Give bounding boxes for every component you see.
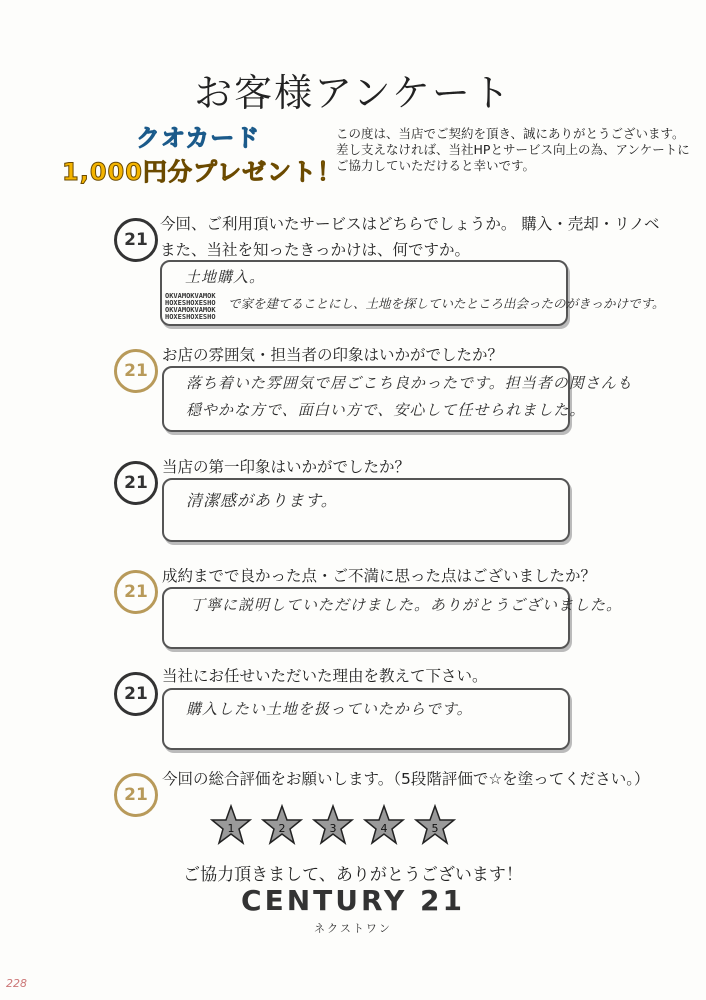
question-1-line-1: 今回、ご利用頂いたサービスはどちらでしょうか。 購入・売却・リノベ [160,215,660,233]
star-4-icon[interactable] [363,804,405,846]
page-number: 228 [6,977,27,990]
star-3-icon[interactable] [312,804,354,846]
star-3-label: 3 [329,822,337,835]
brand-subtitle: ネクストワン [314,922,392,935]
promo-line-2: 1,000円分プレゼント！ [62,158,342,186]
question-4: 成約までで良かった点・ご不満に思った点はございましたか？ [162,567,597,585]
star-1-label: 1 [227,822,235,835]
intro-text [336,126,690,174]
star-2-icon[interactable] [261,804,303,846]
century21-badge-icon: 21 [114,570,158,614]
rating-stars [210,804,460,848]
star-1-icon[interactable] [210,804,252,846]
brand-logo: CENTURY 21 [241,884,465,917]
intro-line: この度は、当店でご契約を頂き、誠にありがとうございます。 [336,126,685,141]
answer-1-line-2: で家を建てることにし、土地を探していたところ出会ったのがきっかけです。 [228,296,665,311]
answer-4: 丁寧に説明していただけました。ありがとうございました。 [190,596,623,614]
star-4-label: 4 [380,822,388,835]
answer-1-line-1: 土地購入。 [185,268,266,286]
promo-line-1: クオカード [136,124,261,152]
stamp-image: OKVAMOKVAMOK HOXESHOXESHO OKVAMOKVAMOK HOXESHOXESHO [165,293,216,321]
answer-3: 清潔感があります。 [186,491,338,510]
century21-badge-icon: 21 [114,461,158,505]
intro-line: ご協力していただけると幸いです。 [336,158,536,173]
question-6: 今回の総合評価をお願いします。（5段階評価で☆を塗ってください。） [162,770,650,788]
answer-5: 購入したい土地を扱っていたからです。 [186,700,473,718]
century21-badge-icon: 21 [114,773,158,817]
question-5: 当社にお任せいただいた理由を教えて下さい。 [162,667,488,685]
star-2-label: 2 [278,822,286,835]
star-5-icon[interactable] [414,804,456,846]
question-3: 当店の第一印象はいかがでしたか？ [162,458,411,476]
question-2: お店の雰囲気・担当者の印象はいかがでしたか？ [162,346,504,364]
page-title: お客様アンケート [194,71,512,115]
answer-2-line-1: 落ち着いた雰囲気で居ごこち良かったです。担当者の関さんも [186,374,633,392]
intro-line: 差し支えなければ、当社HPとサービス向上の為、アンケートに [336,142,690,157]
answer-2-line-2: 穏やかな方で、面白い方で、安心して任せられました。 [186,401,586,419]
star-5-label: 5 [431,822,439,835]
century21-badge-icon: 21 [114,218,158,262]
century21-badge-icon: 21 [114,672,158,716]
question-1-line-2: また、当社を知ったきっかけは、何ですか。 [160,241,471,259]
century21-badge-icon: 21 [114,349,158,393]
thanks-message: ご協力頂きまして、ありがとうございます！ [183,865,523,885]
